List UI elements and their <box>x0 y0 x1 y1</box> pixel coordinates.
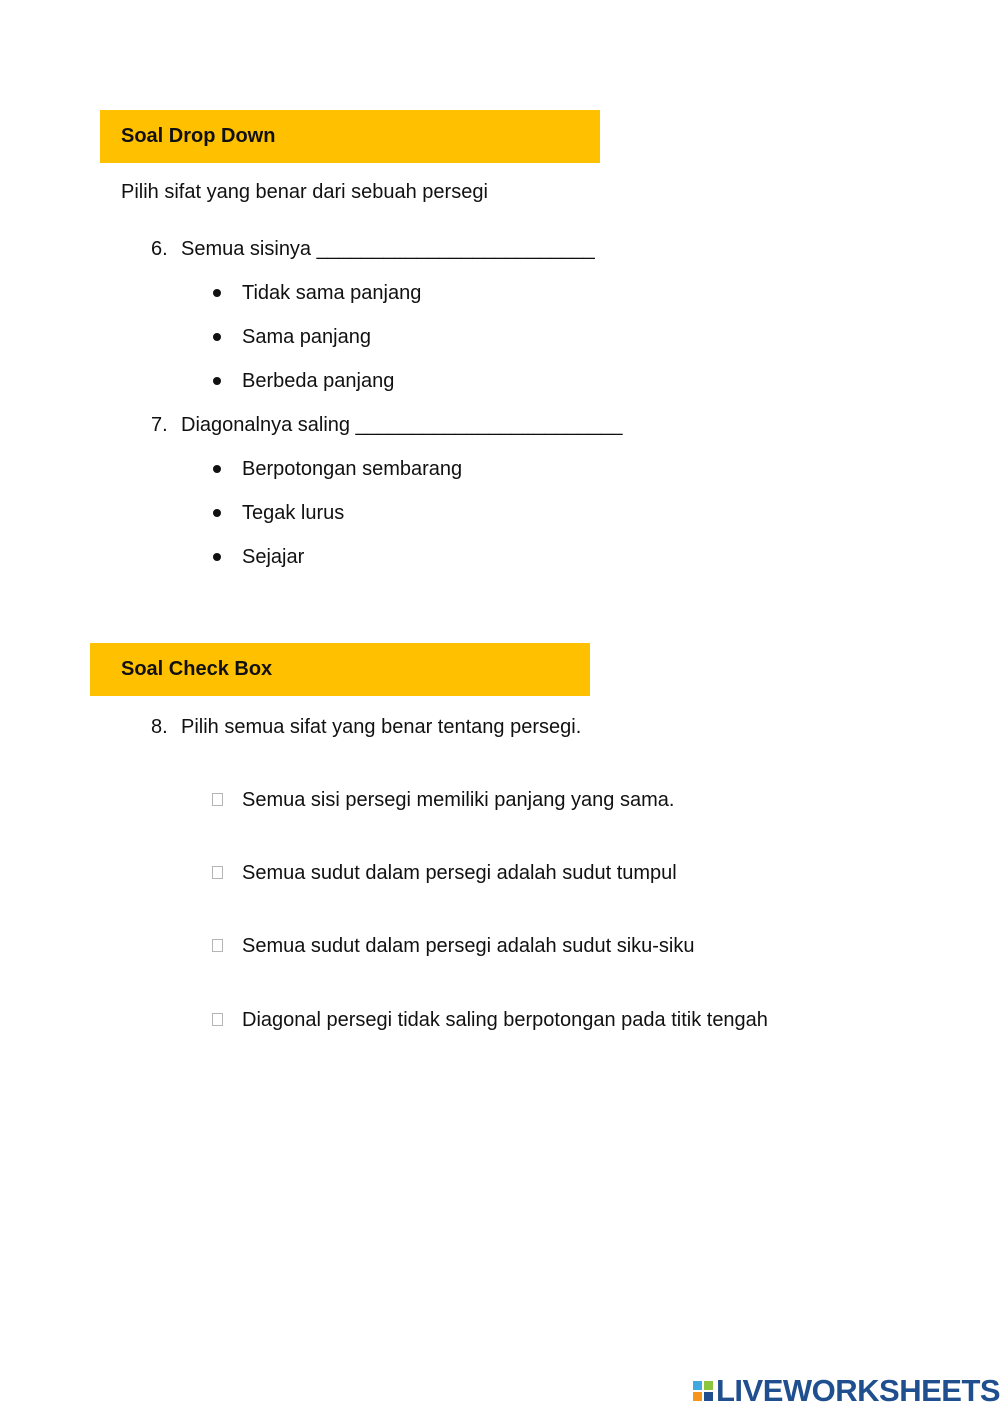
dropdown-option[interactable]: Sejajar <box>242 546 305 568</box>
checkbox-section-header <box>90 643 590 696</box>
liveworksheets-logo-icon <box>693 1381 713 1401</box>
dropdown-option[interactable]: Sama panjang <box>242 326 371 348</box>
logo-text: LIVEWORKSHEETS <box>716 1373 1000 1408</box>
question-text: Pilih semua sifat yang benar tentang persegi. <box>181 716 582 738</box>
dropdown-option[interactable]: Tegak lurus <box>242 502 345 524</box>
question-text: Diagonalnya saling ________________________ <box>181 414 623 436</box>
checkbox-section-title: Soal Check Box <box>121 658 273 680</box>
checkbox-option-label[interactable]: Semua sudut dalam persegi adalah sudut siku-siku <box>242 935 695 957</box>
question-number: 7. <box>151 414 168 436</box>
checkbox[interactable] <box>212 866 223 879</box>
liveworksheets-logo <box>693 1374 1000 1408</box>
question-number: 8. <box>151 716 168 738</box>
bullet-icon <box>213 553 221 561</box>
checkbox-option-label[interactable]: Semua sudut dalam persegi adalah sudut tumpul <box>242 862 677 884</box>
dropdown-section-title: Soal Drop Down <box>121 125 276 147</box>
question-text: Semua sisinya _________________________ <box>181 238 595 260</box>
checkbox[interactable] <box>212 793 223 806</box>
bullet-icon <box>213 333 221 341</box>
checkbox[interactable] <box>212 1013 223 1026</box>
dropdown-option[interactable]: Tidak sama panjang <box>242 282 422 304</box>
bullet-icon <box>213 289 221 297</box>
bullet-icon <box>213 509 221 517</box>
dropdown-section-header <box>100 110 600 163</box>
bullet-icon <box>213 377 221 385</box>
dropdown-instruction: Pilih sifat yang benar dari sebuah persegi <box>121 181 488 203</box>
checkbox-option-label[interactable]: Semua sisi persegi memiliki panjang yang sama. <box>242 789 675 811</box>
checkbox[interactable] <box>212 939 223 952</box>
dropdown-option[interactable]: Berbeda panjang <box>242 370 395 392</box>
checkbox-option-label[interactable]: Diagonal persegi tidak saling berpotongan pada titik tengah <box>242 1009 768 1031</box>
question-number: 6. <box>151 238 168 260</box>
dropdown-option[interactable]: Berpotongan sembarang <box>242 458 463 480</box>
bullet-icon <box>213 465 221 473</box>
